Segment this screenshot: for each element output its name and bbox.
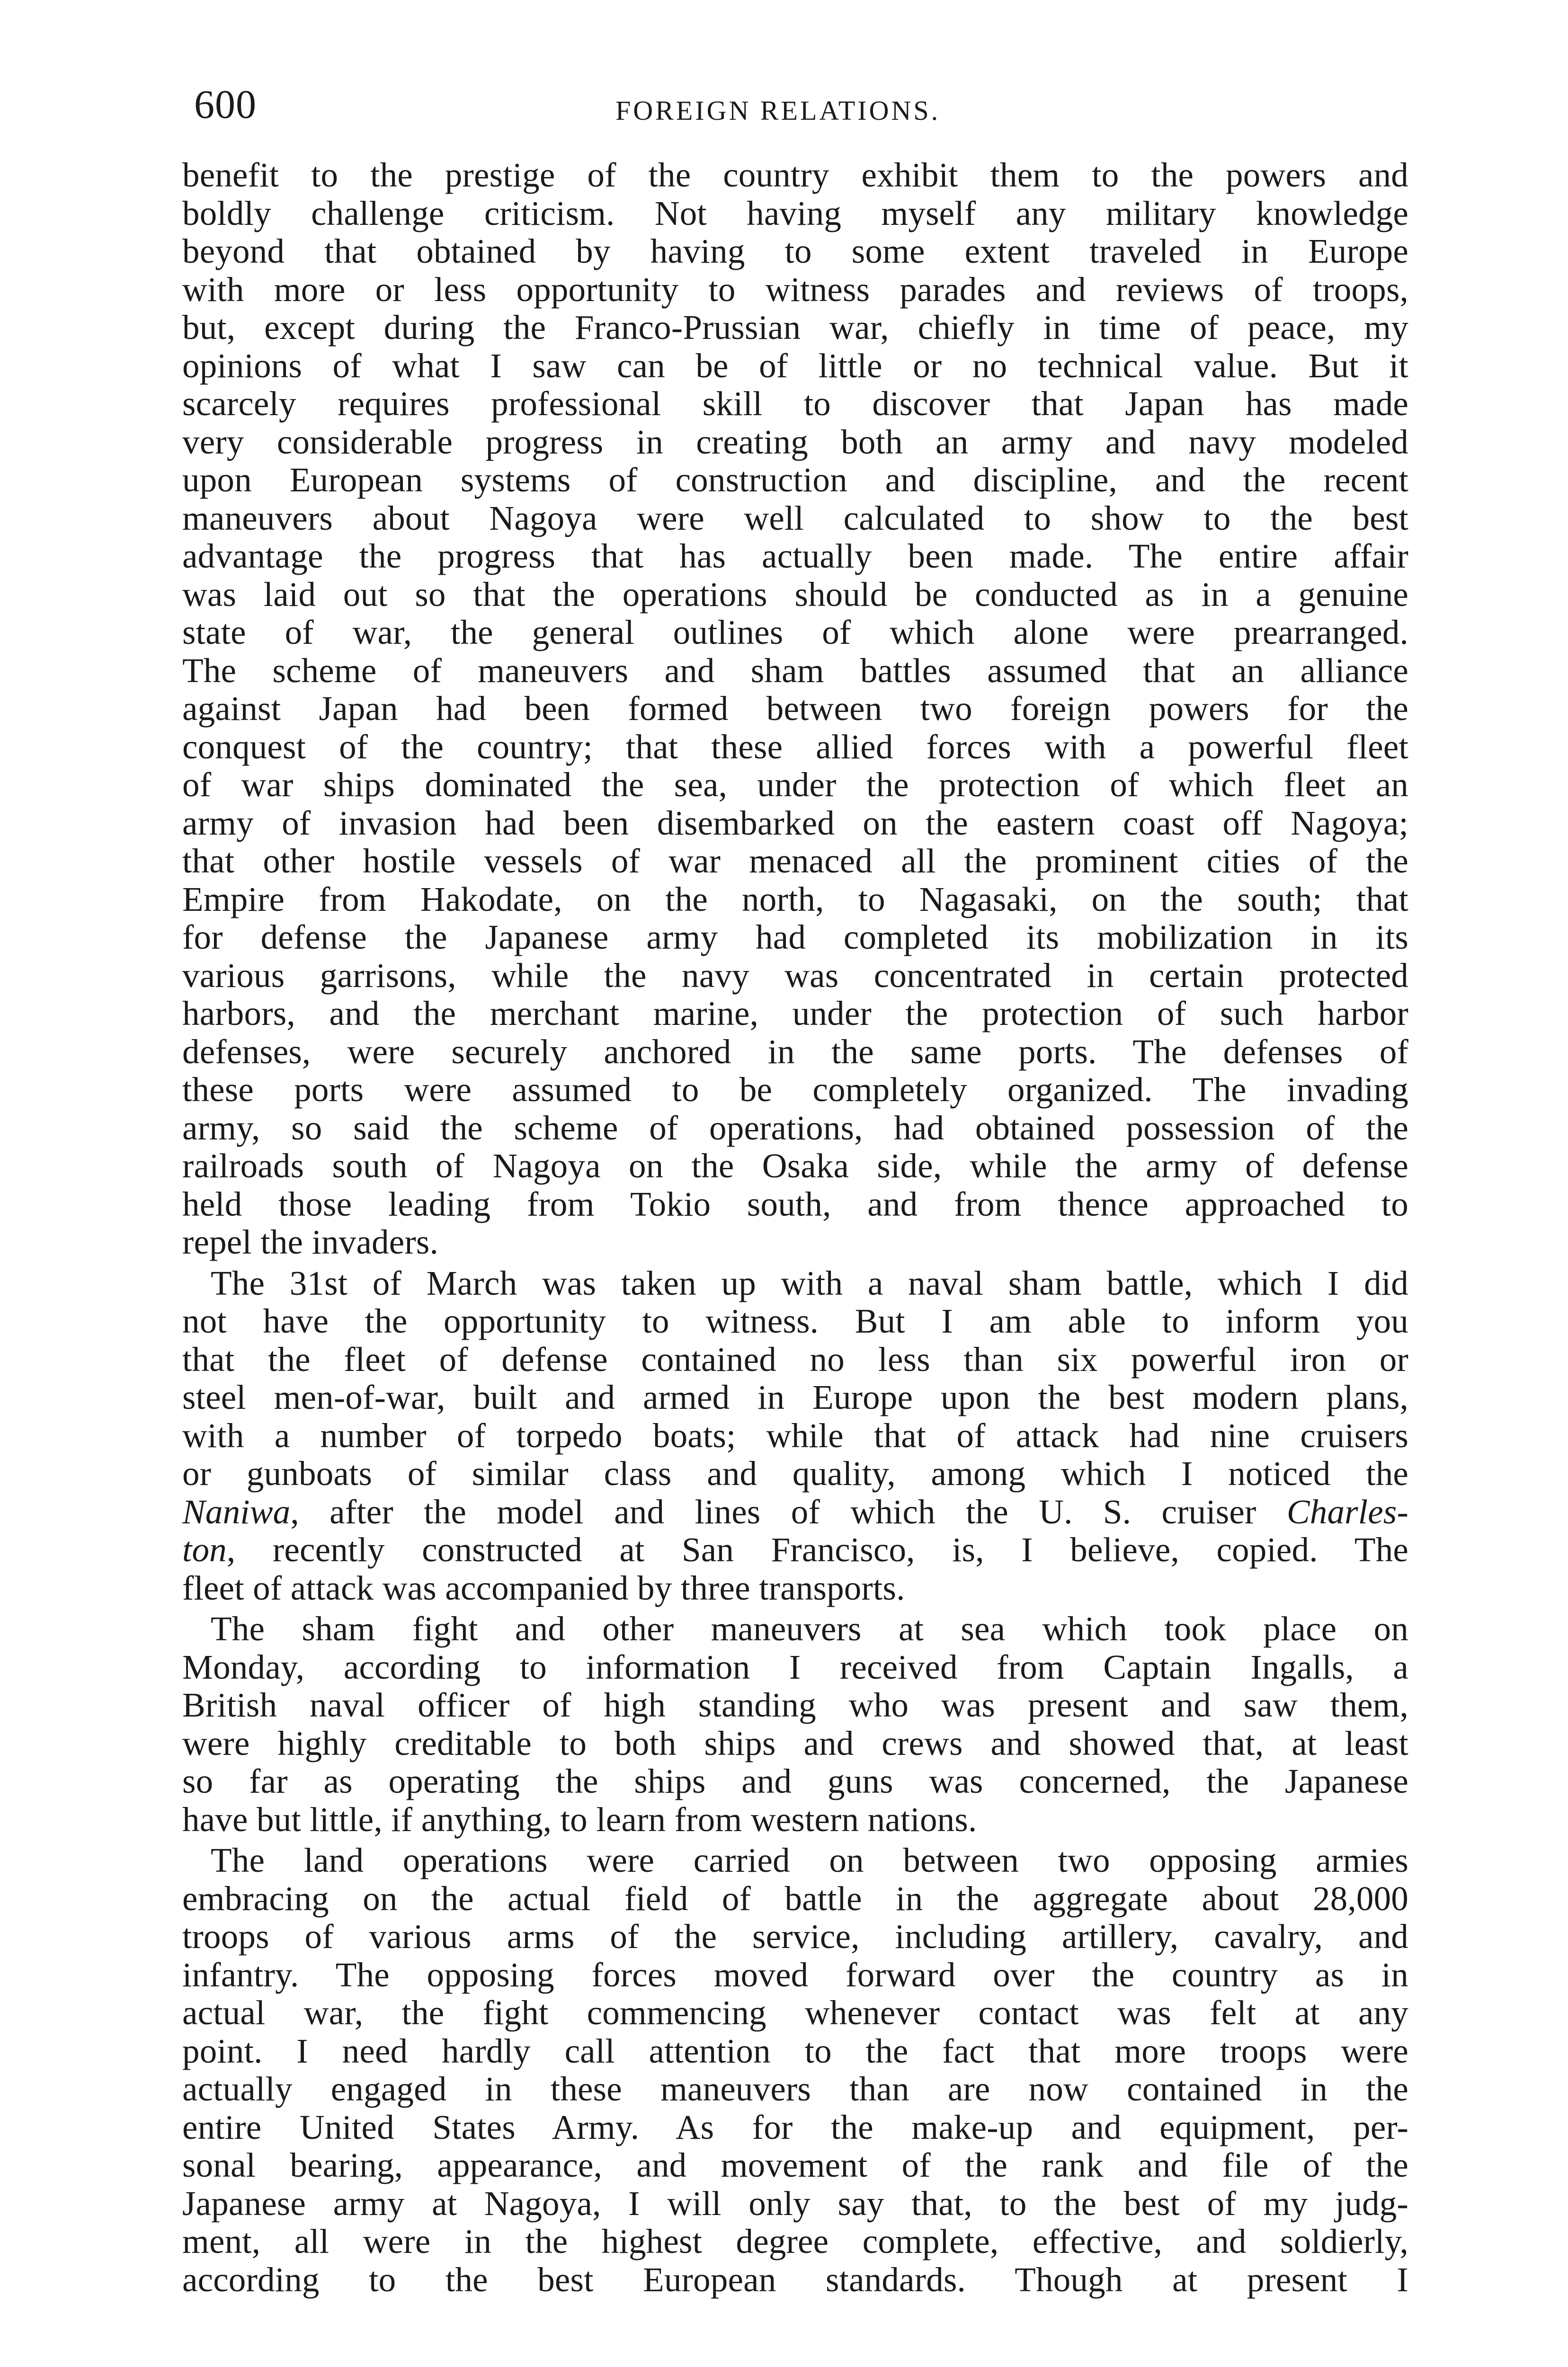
text-line: entire United States Army. As for the make-up and equipment, per- xyxy=(182,2108,1408,2146)
text-line: so far as operating the ships and guns was concerned, the Japanese xyxy=(182,1762,1408,1800)
text-line: were highly creditable to both ships and crews and showed that, at least xyxy=(182,1724,1408,1762)
text-line: held those leading from Tokio south, and from thence approached to xyxy=(182,1185,1408,1223)
text-line: actually engaged in these maneuvers than are now contained in the xyxy=(182,2070,1408,2108)
paragraph xyxy=(182,1264,1408,1608)
text-line: or gunboats of similar class and quality, among which I noticed the xyxy=(182,1455,1408,1493)
text-line: infantry. The opposing forces moved forward over the country as in xyxy=(182,1956,1408,1994)
text-line: repel the invaders. xyxy=(182,1223,438,1261)
text-line: railroads south of Nagoya on the Osaka side, while the army of defense xyxy=(182,1147,1408,1185)
body-text xyxy=(182,156,1408,2302)
text-line: harbors, and the merchant marine, under the protection of such harbor xyxy=(182,995,1408,1032)
text-line: beyond that obtained by having to some extent traveled in Europe xyxy=(182,232,1408,270)
text-line: these ports were assumed to be completely organized. The invading xyxy=(182,1071,1408,1109)
text-line: troops of various arms of the service, including artillery, cavalry, and xyxy=(182,1918,1408,1956)
text-line: embracing on the actual field of battle in the aggregate about 28,000 xyxy=(182,1879,1408,1918)
text-line: opinions of what I saw can be of little or no technical value. But it xyxy=(182,347,1408,385)
text-line: of war ships dominated the sea, under the protection of which fleet an xyxy=(182,766,1408,804)
text-line: maneuvers about Nagoya were well calculated to show to the best xyxy=(182,499,1408,537)
text-line: upon European systems of construction and discipline, and the recent xyxy=(182,461,1408,499)
text-line: point. I need hardly call attention to the fact that more troops were xyxy=(182,2032,1408,2070)
text-line: scarcely requires professional skill to discover that Japan has made xyxy=(182,385,1408,423)
text-line: Naniwa, after the model and lines of which the U. S. cruiser Charles- xyxy=(182,1493,1408,1531)
text-line: Empire from Hakodate, on the north, to Nagasaki, on the south; that xyxy=(182,880,1408,918)
text-line: not have the opportunity to witness. But I am able to inform you xyxy=(182,1302,1408,1340)
text-line: but, except during the Franco-Prussian war, chiefly in time of peace, my xyxy=(182,309,1408,347)
page-number: 600 xyxy=(194,81,257,127)
text-line: army, so said the scheme of operations, had obtained possession of the xyxy=(182,1109,1408,1147)
text-line: The sham fight and other maneuvers at sea which took place on xyxy=(211,1610,1408,1648)
text-line: that other hostile vessels of war menaced all the prominent cities of the xyxy=(182,842,1408,880)
text-line: have but little, if anything, to learn from western nations. xyxy=(182,1800,977,1839)
text-line: advantage the progress that has actually been made. The entire affair xyxy=(182,537,1408,575)
text-line: sonal bearing, appearance, and movement of the rank and file of the xyxy=(182,2146,1408,2184)
text-line: for defense the Japanese army had completed its mobilization in its xyxy=(182,918,1408,956)
text-line: state of war, the general outlines of which alone were prearranged. xyxy=(182,614,1408,651)
text-line: was laid out so that the operations should be conducted as in a genuine xyxy=(182,575,1408,614)
text-line: actual war, the fight commencing whenever contact was felt at any xyxy=(182,1994,1408,2032)
running-title: FOREIGN RELATIONS. xyxy=(615,95,941,126)
text-line: boldly challenge criticism. Not having myself any military knowledge xyxy=(182,194,1408,232)
text-line: that the fleet of defense contained no less than six powerful iron or xyxy=(182,1340,1408,1379)
paragraph xyxy=(182,1610,1408,1839)
text-line: The land operations were carried on between two opposing armies xyxy=(211,1842,1408,1879)
text-line: Japanese army at Nagoya, I will only say that, to the best of my judg- xyxy=(182,2184,1408,2223)
paragraph xyxy=(182,1842,1408,2299)
text-line: Monday, according to information I received from Captain Ingalls, a xyxy=(182,1648,1408,1686)
paragraph xyxy=(182,156,1408,1262)
text-line: with more or less opportunity to witness parades and reviews of troops, xyxy=(182,270,1408,309)
text-line: with a number of torpedo boats; while that of attack had nine cruisers xyxy=(182,1416,1408,1455)
text-line: very considerable progress in creating both an army and navy modeled xyxy=(182,423,1408,461)
text-line: against Japan had been formed between two foreign powers for the xyxy=(182,690,1408,728)
text-line: steel men-of-war, built and armed in Europe upon the best modern plans, xyxy=(182,1379,1408,1416)
text-line: conquest of the country; that these allied forces with a powerful fleet xyxy=(182,728,1408,766)
text-line: fleet of attack was accompanied by three transports. xyxy=(182,1569,905,1607)
text-line: army of invasion had been disembarked on the eastern coast off Nagoya; xyxy=(182,804,1408,842)
text-line: The scheme of maneuvers and sham battles assumed that an alliance xyxy=(182,651,1408,690)
text-line: British naval officer of high standing who was present and saw them, xyxy=(182,1686,1408,1724)
text-line: ment, all were in the highest degree complete, effective, and soldierly, xyxy=(182,2223,1408,2260)
running-head xyxy=(189,78,1411,130)
text-line: The 31st of March was taken up with a naval sham battle, which I did xyxy=(211,1264,1408,1302)
text-line: ton, recently constructed at San Francisco, is, I believe, copied. The xyxy=(182,1531,1408,1569)
text-line: various garrisons, while the navy was concentrated in certain protected xyxy=(182,956,1408,995)
text-line: benefit to the prestige of the country exhibit them to the powers and xyxy=(182,156,1408,194)
text-line: according to the best European standards. Though at present I xyxy=(182,2260,1408,2299)
text-line: defenses, were securely anchored in the same ports. The defenses of xyxy=(182,1032,1408,1071)
